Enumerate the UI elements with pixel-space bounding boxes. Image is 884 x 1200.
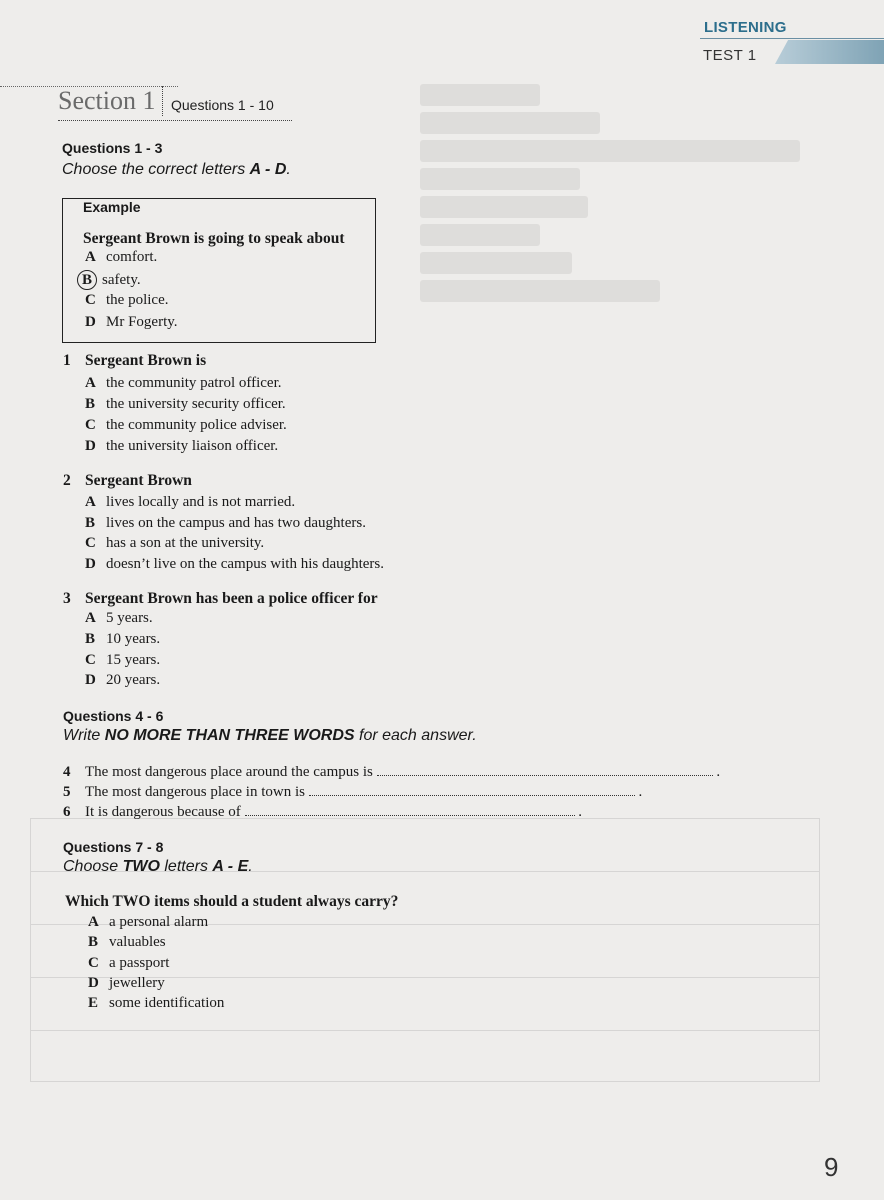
section-title-box — [58, 86, 163, 116]
bleed-through-text — [420, 84, 820, 1084]
question-7-8-option: B valuables — [88, 934, 166, 950]
answer-circle: B — [77, 270, 97, 290]
question-3-option: C 15 years. — [85, 652, 161, 668]
example-option: C the police. — [85, 292, 169, 308]
block-instruction-4-6: Write NO MORE THAN THREE WORDS for each answer. — [63, 727, 477, 744]
example-label: Example — [83, 199, 141, 215]
question-2-option: D doesn’t live on the campus with his daughters. — [85, 556, 385, 572]
example-option: A comfort. — [85, 249, 158, 265]
question-1-option: D the university liaison officer. — [85, 438, 279, 454]
page-number: 9 — [824, 1152, 839, 1182]
question-7-8-option: D jewellery — [88, 975, 165, 991]
answer-blank[interactable] — [245, 805, 575, 816]
section-range: Questions 1 - 10 — [171, 97, 274, 113]
example-stem: Sergeant Brown is going to speak about — [83, 230, 345, 247]
question-1-option: C the community police adviser. — [85, 417, 287, 433]
answer-blank[interactable] — [377, 765, 713, 776]
header-tab-shape — [775, 40, 884, 64]
header-rule — [700, 38, 884, 39]
question-7-8-option: C a passport — [88, 955, 170, 971]
question-3-option: D 20 years. — [85, 672, 161, 688]
divider — [58, 120, 292, 121]
gap-question-6: 6 It is dangerous because of . — [63, 804, 583, 820]
question-1-option: A the community patrol officer. — [85, 375, 282, 391]
question-2-option: C has a son at the university. — [85, 535, 265, 551]
question-2-option: B lives on the campus and has two daughters. — [85, 515, 366, 531]
gap-question-4: 4 The most dangerous place around the campus is . — [63, 764, 721, 780]
question-3-option: B 10 years. — [85, 631, 161, 647]
header-test: TEST 1 — [703, 47, 757, 64]
block-heading-1-3: Questions 1 - 3 — [62, 140, 163, 156]
header-subject: LISTENING — [704, 19, 787, 36]
question-1-option: B the university security officer. — [85, 396, 286, 412]
example-option-answer: B safety. — [79, 270, 141, 290]
question-2-stem: 2 Sergeant Brown — [63, 472, 192, 489]
block-heading-4-6: Questions 4 - 6 — [63, 708, 164, 724]
question-7-8-stem: Which TWO items should a student always carry? — [65, 893, 399, 910]
example-option: D Mr Fogerty. — [85, 314, 178, 330]
block-instruction-7-8: Choose TWO letters A - E. — [63, 858, 253, 875]
question-3-option: A 5 years. — [85, 610, 153, 626]
question-3-stem: 3 Sergeant Brown has been a police officer for — [63, 590, 378, 607]
gap-question-5: 5 The most dangerous place in town is . — [63, 784, 643, 800]
question-7-8-option: A a personal alarm — [88, 914, 209, 930]
section-title: Section 1 — [58, 86, 156, 115]
block-instruction-1-3: Choose the correct letters A - D. — [62, 161, 291, 178]
answer-blank[interactable] — [309, 785, 635, 796]
block-heading-7-8: Questions 7 - 8 — [63, 839, 164, 855]
question-2-option: A lives locally and is not married. — [85, 494, 296, 510]
question-7-8-option: E some identification — [88, 995, 225, 1011]
question-1-stem: 1 Sergeant Brown is — [63, 352, 207, 369]
